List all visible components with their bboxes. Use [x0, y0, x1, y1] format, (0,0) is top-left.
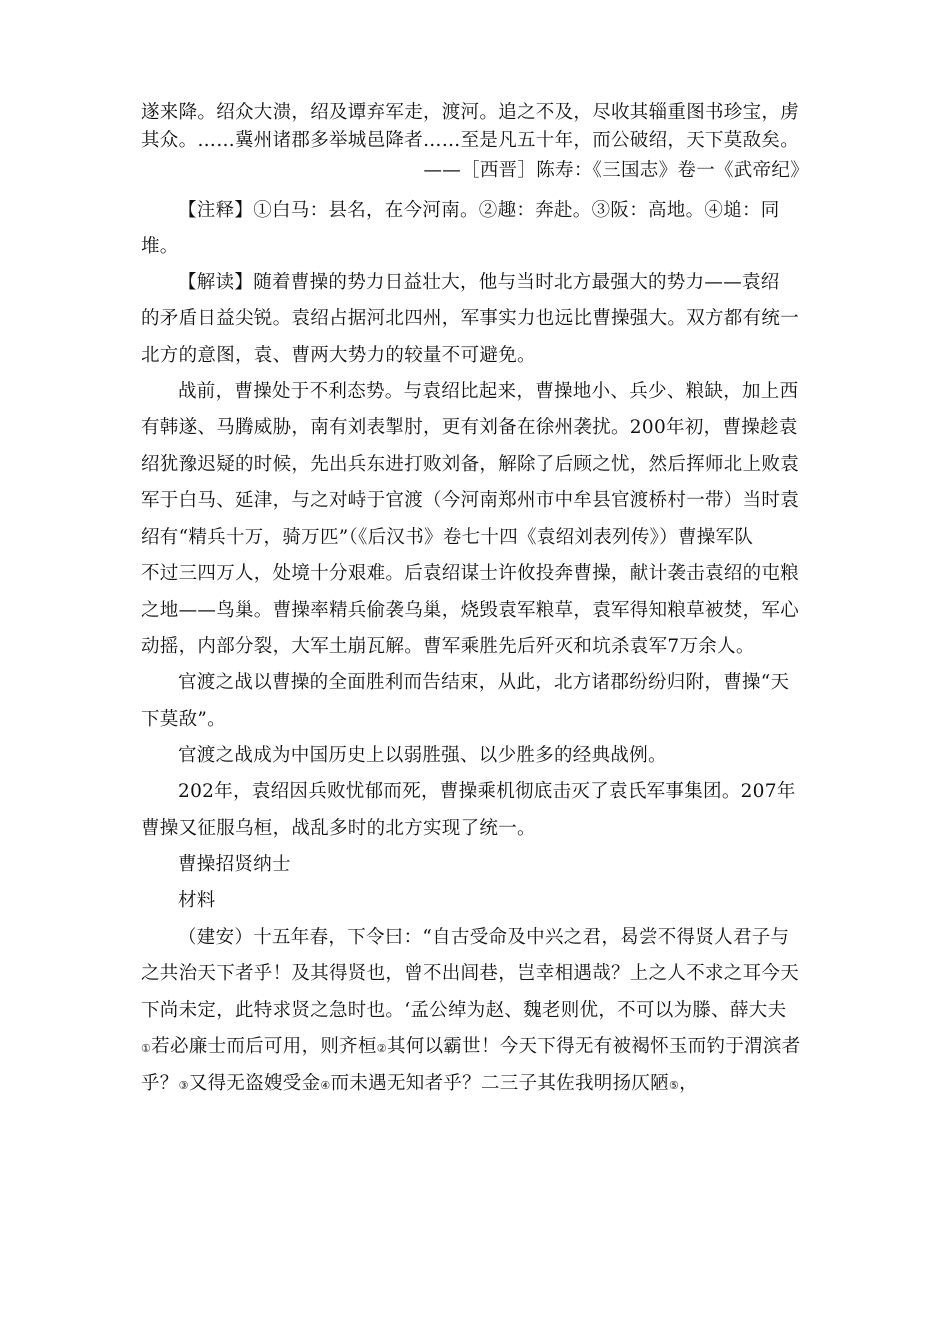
text-line: 之地——鸟巢。曹操率精兵偷袭乌巢，烧毁袁军粮草，袁军得知粮草被焚，军心: [141, 600, 800, 621]
text-span: 而未遇无知者乎？二三子其佐我明扬仄陋: [330, 1073, 669, 1094]
text-line: 的矛盾日益尖锐。袁绍占据河北四州，军事实力也远比曹操强大。双方都有统一: [141, 308, 800, 329]
footnote-marker: ④: [320, 1079, 331, 1092]
text-line: 下莫敌”。: [141, 709, 226, 730]
text-line: 之共治天下者乎！及其得贤也，曾不出闾巷，岂幸相遇哉？上之人不求之耳今天: [141, 963, 800, 984]
text-line: 军于白马、延津，与之对峙于官渡（今河南郑州市中牟县官渡桥村一带）当时袁: [141, 490, 800, 511]
text-line: 堆。: [141, 236, 179, 257]
footnote-marker: ①: [141, 1042, 152, 1055]
footnote-marker: ⑤: [668, 1079, 680, 1092]
text-line: （建安）十五年春，下令曰：“自古受命及中兴之君，曷尝不得贤人君子与: [178, 927, 790, 948]
text-span: 乎？: [141, 1073, 179, 1094]
text-line: 绍犹豫迟疑的时候，先出兵东进打败刘备，解除了后顾之忧，然后挥师北上败袁: [141, 454, 800, 475]
text-line: 战前，曹操处于不利态势。与袁绍比起来，曹操地小、兵少、粮缺，加上西: [178, 381, 799, 402]
text-line: [141, 1069, 698, 1095]
text-line: 动摇，内部分裂，大军土崩瓦解。曹军乘胜先后歼灭和坑杀袁军7万余人。: [141, 636, 755, 657]
text-line: 绍有“精兵十万，骑万匹”（《后汉书》卷七十四《袁绍刘表列传》）曹操军队: [141, 527, 754, 548]
footnote-marker: ②: [376, 1042, 387, 1055]
text-line: 官渡之战以曹操的全面胜利而告结束，从此，北方诸郡纷纷归附，曹操“天: [178, 672, 790, 693]
text-line: 曹操又征服乌桓，战乱多时的北方实现了统一。: [141, 818, 536, 839]
text-line: 北方的意图，袁、曹两大势力的较量不可避免。: [141, 345, 536, 366]
text-span: ，: [679, 1073, 698, 1094]
interpretation-heading: 【解读】随着曹操的势力日益壮大，他与当时北方最强大的势力——袁绍: [178, 272, 780, 293]
text-line: 有韩遂、马腾威胁，南有刘表掣肘，更有刘备在徐州袭扰。200年初，曹操趁袁: [141, 417, 798, 438]
text-line: 遂来降。绍众大溃，绍及谭弃军走，渡河。追之不及，尽收其辎重图书珍宝，虏: [141, 102, 800, 123]
text-line: 其众。……冀州诸郡多举城邑降者……至是凡五十年，而公破绍，天下莫敌矣。: [141, 130, 800, 151]
text-line: 不过三四万人，处境十分艰难。后袁绍谋士许攸投奔曹操，献计袭击袁绍的屯粮: [141, 563, 800, 584]
text-span: 其何以霸世！今天下得无有被褐怀玉而钓于渭滨者: [386, 1036, 801, 1057]
material-label: 材料: [178, 890, 216, 911]
text-span: 又得无盗嫂受金: [188, 1073, 321, 1094]
text-line: 官渡之战成为中国历史上以弱胜强、以少胜多的经典战例。: [178, 745, 667, 766]
citation: ——［西晋］陈寿：《三国志》卷一《武帝纪》: [423, 160, 809, 181]
annotation-heading: 【注释】①白马：县名，在今河南。②趣：奔赴。③阪：高地。④塠：同: [178, 200, 780, 221]
section-heading: 曹操招贤纳士: [178, 854, 291, 875]
text-line: 202年，袁绍因兵败忧郁而死，曹操乘机彻底击灭了袁氏军事集团。207年: [178, 781, 796, 802]
text-line: [141, 1032, 801, 1058]
text-line: 下尚未定，此特求贤之急时也。‘孟公绰为赵、魏老则优，不可以为滕、薛大夫: [141, 1000, 787, 1021]
footnote-marker: ③: [178, 1079, 189, 1092]
text-span: 若必廉士而后可用，则齐桓: [151, 1036, 377, 1057]
